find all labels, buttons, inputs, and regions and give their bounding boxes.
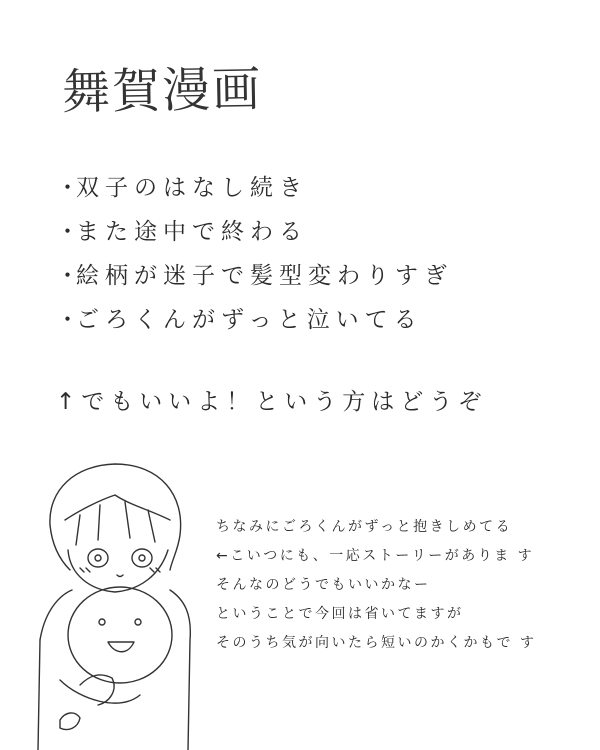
page-title: 舞賀漫画	[61, 61, 263, 121]
note-line: ←こいつにも、一応ストーリーがありま す	[216, 548, 535, 564]
character-illustration	[20, 450, 220, 750]
tagline: ↑でもいいよ！という方はどうぞ	[56, 389, 488, 415]
list-item	[56, 254, 453, 298]
bullet-marker: ・	[56, 307, 79, 333]
list-item	[56, 210, 453, 254]
note-line: ということで今回は省いてますが	[216, 606, 464, 622]
list-item-text: また途中で終わる	[76, 219, 308, 245]
bullet-marker: ・	[56, 263, 79, 289]
list-item-text: 絵柄が迷子で髪型変わりすぎ	[76, 263, 453, 289]
note-line: そのうち気が向いたら短いのかくかもで す	[216, 635, 537, 651]
list-item	[56, 166, 453, 210]
notice-list	[56, 166, 453, 342]
list-item	[56, 298, 453, 342]
bullet-marker: ・	[56, 219, 79, 245]
note-line: そんなのどうでもいいかなー	[216, 577, 431, 593]
side-note	[216, 513, 536, 658]
bullet-marker: ・	[56, 175, 79, 201]
list-item-text: ごろくんがずっと泣いてる	[76, 307, 423, 333]
note-line: ちなみにごろくんがずっと抱きしめてる	[216, 519, 513, 535]
list-item-text: 双子のはなし続き	[76, 175, 308, 201]
